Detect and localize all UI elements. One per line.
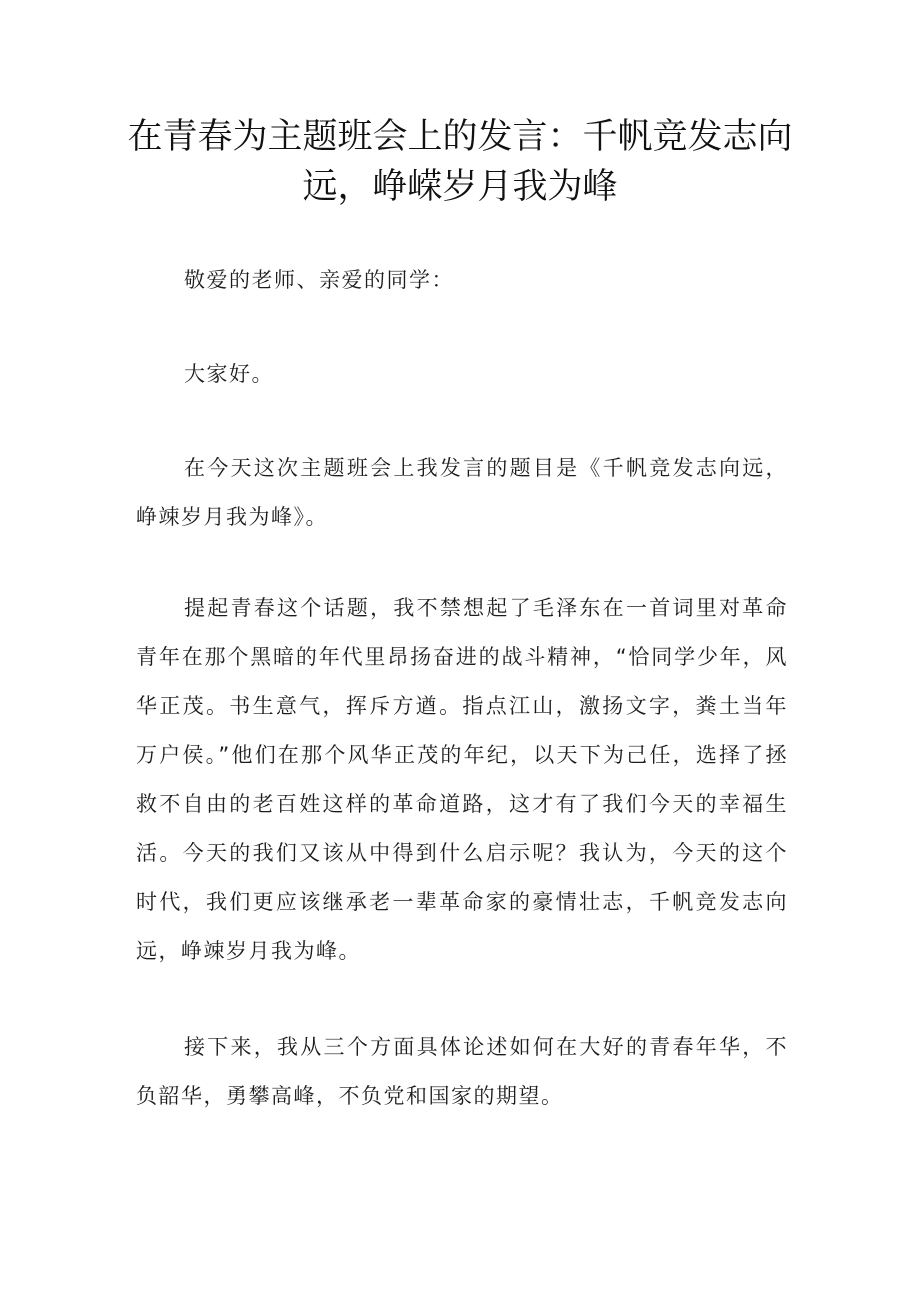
body-paragraph-outline: 接下来，我从三个方面具体论述如何在大好的青春年华，不负韶华，勇攀高峰，不负党和国家的期望。	[136, 1035, 788, 1108]
greeting-paragraph: 大家好。	[184, 362, 274, 386]
body-paragraph-youth: 提起青春这个话题，我不禁想起了毛泽东在一首词里对革命青年在那个黑暗的年代里昂扬奋进的战斗精神，“恰同学少年，风华正茂。书生意气，挥斥方遒。指点江山，激扬文字，粪土当年万户侯。”他们在那个风华正茂的年纪，以天下为己任，选择了拯救不自由的老百姓这样的革命道路，这才有了我们今天的幸福生活。今天的我们又该从中得到什么启示呢？我认为，今天的这个时代，我们更应该继承老一辈革命家的豪情壮志，千帆竞发志向远，峥竦岁月我为峰。	[136, 596, 788, 963]
salutation-paragraph: 敬爱的老师、亲爱的同学：	[184, 268, 454, 292]
topic-paragraph: 在今天这次主题班会上我发言的题目是《千帆竞发志向远，峥竦岁月我为峰》。	[136, 456, 788, 529]
document-title: 在青春为主题班会上的发言：千帆竞发志向远，峥嵘岁月我为峰	[127, 117, 793, 207]
